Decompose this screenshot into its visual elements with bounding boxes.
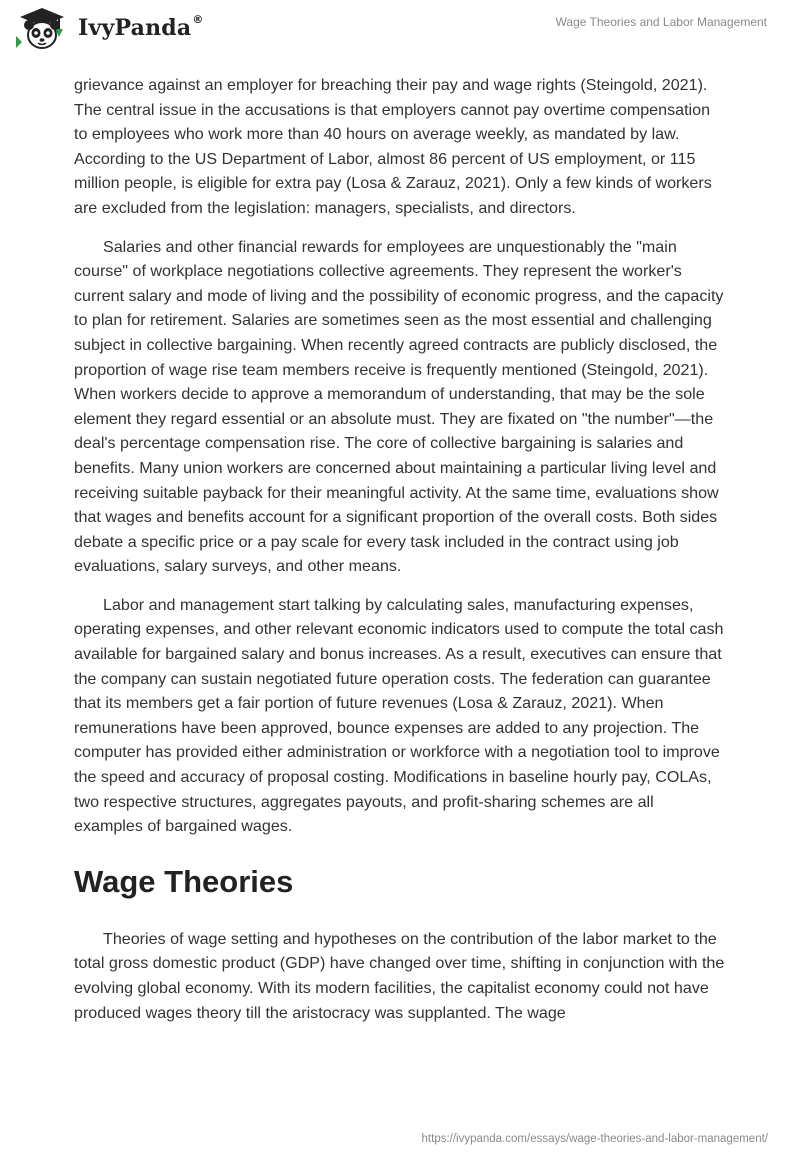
brand-logo[interactable] <box>14 6 204 50</box>
paragraph: Labor and management start talking by calculating sales, manufacturing expenses, operating expenses, and other relevant economic indicators used to compute the total cash available for bargained salary and bonus increases. As a result, executives can ensure that the company can sustain negotiated future operation costs. The federation can guarantee that its members get a fair portion of future revenues (Losa & Zarauz, 2021). When remunerations have been approved, bounce expenses are added to any projection. The computer has provided either administration or workforce with a negotiation tool to improve the speed and accuracy of proposal costing. Modifications in baseline hourly pay, COLAs, two respective structures, aggregates payouts, and profit-sharing schemes are all examples of bargained wages. <box>74 595 724 836</box>
paragraph-continued: grievance against an employer for breaching their pay and wage rights (Steingold, 2021). The central issue in the accusations is that employers cannot pay overtime compensation to employees who work more than 40 hours on average weekly, as mandated by law. According to the US Department of Labor, almost 86 percent of US employment, or 115 million people, is eligible for extra pay (Losa & Zarauz, 2021). Only a few kinds of workers are excluded from the legislation: managers, specialists, and directors. <box>74 76 712 217</box>
section-heading: Wage Theories <box>74 863 294 899</box>
paragraph: Theories of wage setting and hypotheses on the contribution of the labor market to the total gross domestic product (GDP) have changed over time, shifting in conjunction with the evolving global economy. With its modern facilities, the capitalist economy could not have produced wages theory till the aristocracy was supplanted. The wage <box>74 929 725 1022</box>
source-url[interactable]: https://ivypanda.com/essays/wage-theories-and-labor-management/ <box>421 1133 768 1145</box>
paragraph: Salaries and other financial rewards for employees are unquestionably the "main course" of workplace negotiations collective agreements. They represent the worker's current salary and mode of living and the possibility of economic progress, and the capacity to plan for retirement. Salaries are sometimes seen as the most essential and challenging subject in collective bargaining. When recently agreed contracts are publicly disclosed, the proportion of wage rise team members receive is frequently mentioned (Steingold, 2021). When workers decide to approve a memorandum of understanding, that may be the sole element they regard essential or an absolute must. They are fixated on "the number"—the deal's percentage compensation rise. The core of collective bargaining is salaries and benefits. Many union workers are concerned about maintaining a particular living level and receiving suitable payback for their meaningful activity. At the same time, evaluations show that wages and benefits account for a significant proportion of the overall costs. Both sides debate a specific price or a pay scale for every task included in the contract using job evaluations, salary surveys, and other means. <box>74 237 724 576</box>
panda-graduate-icon <box>14 6 70 50</box>
essay-content <box>74 73 726 1025</box>
page-header <box>0 0 800 60</box>
registered-mark: ® <box>192 13 204 26</box>
document-title: Wage Theories and Labor Management <box>555 15 767 29</box>
brand-name: IvyPanda® <box>78 13 204 41</box>
